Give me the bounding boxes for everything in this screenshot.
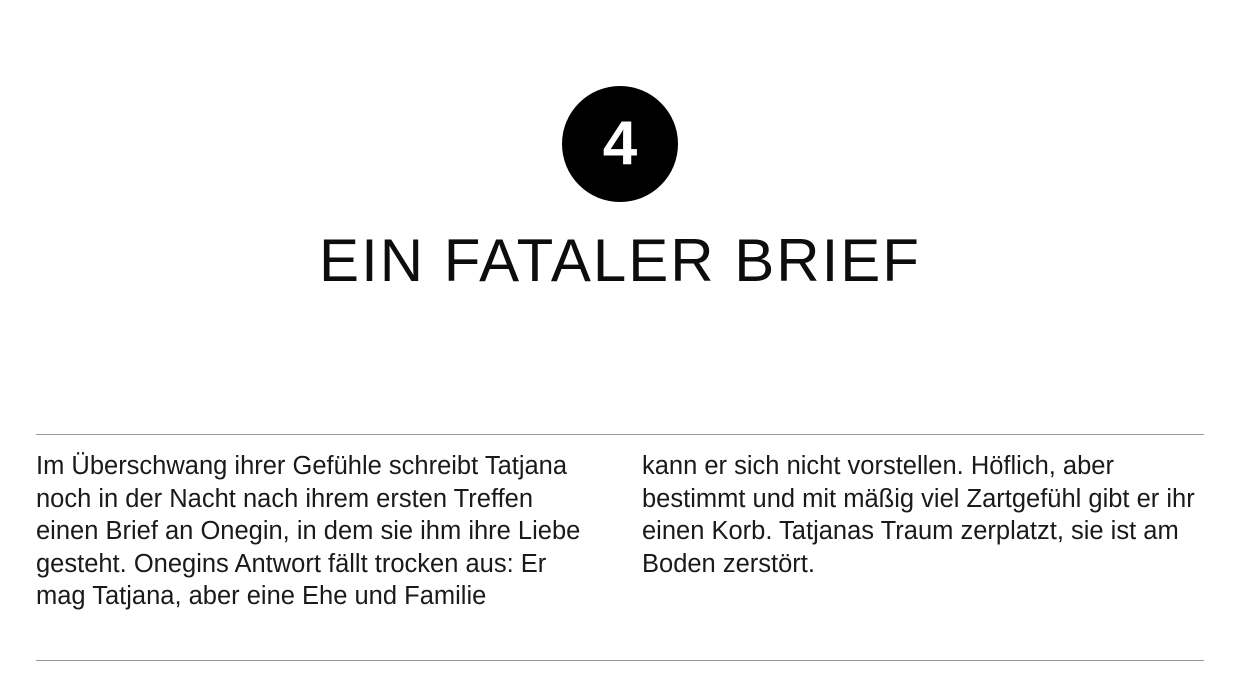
chapter-number: 4 (602, 109, 638, 178)
body-column-left: Im Überschwang ihrer Gefühle schreibt Tatjana noch in der Nacht nach ihrem ersten Treffen einen Brief an Onegin, in dem sie ihm ihre Liebe gesteht. Onegins Antwort fällt trocken aus: Er mag Tatjana, aber eine Ehe und Familie (36, 452, 581, 610)
page-title: EIN FATALER BRIEF (319, 227, 921, 294)
chapter-number-badge (562, 86, 678, 202)
divider-top (36, 434, 1204, 435)
body-text-columns (36, 450, 1204, 613)
body-column-right: kann er sich nicht vorstellen. Höflich, aber bestimmt und mit mäßig viel Zartgefühl gibt er ihr einen Korb. Tatjanas Traum zerplatzt, sie ist am Boden zerstört. (642, 452, 1195, 578)
divider-bottom (36, 660, 1204, 661)
